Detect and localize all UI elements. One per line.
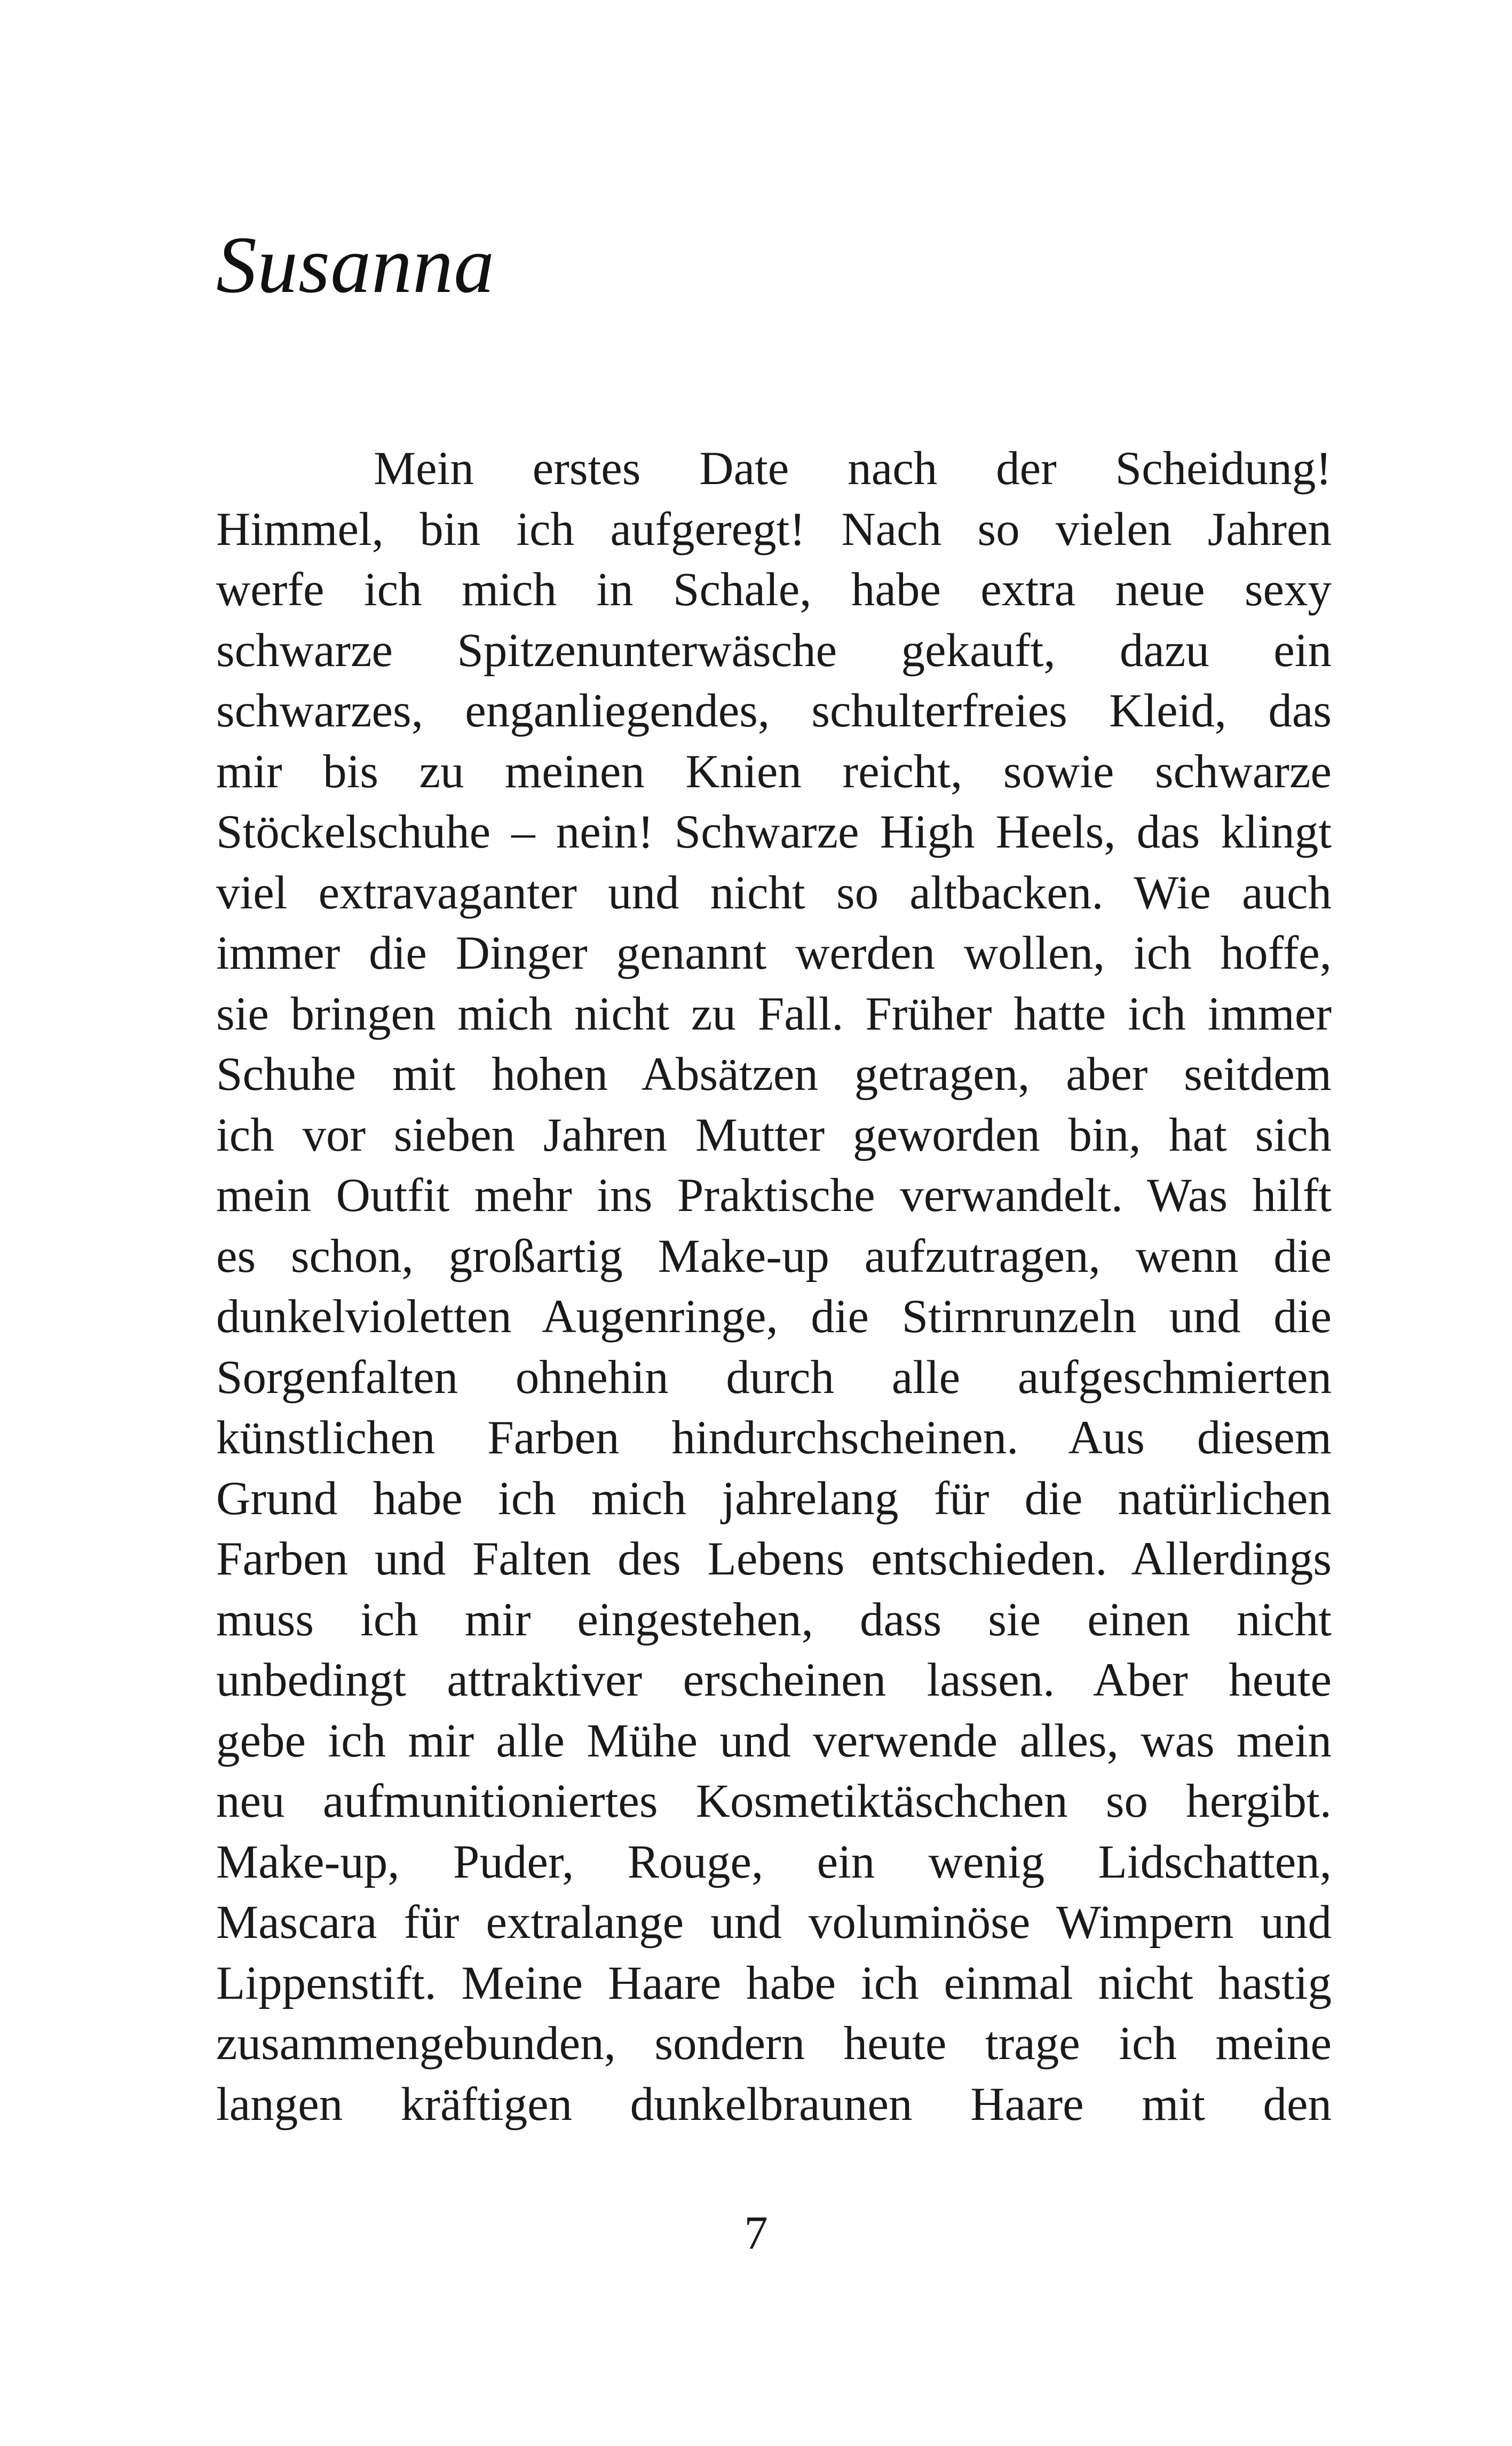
text-line: dunkelvioletten Augenringe, die Stirnrunzeln und die [216,1291,1332,1343]
text-line: langen kräftigen dunkelbraunen Haare mit den [216,2078,1332,2131]
chapter-title: Susanna [216,220,495,310]
text-line: schwarze Spitzenunterwäsche gekauft, dazu ein [216,624,1332,677]
text-line: künstlichen Farben hindurchscheinen. Aus diesem [216,1412,1332,1464]
text-line: gebe ich mir alle Mühe und verwende alles, was mein [216,1714,1332,1767]
text-line: es schon, großartig Make-up aufzutragen, wenn die [216,1230,1332,1283]
text-line: unbedingt attraktiver erscheinen lassen. Aber heute [216,1654,1332,1706]
text-line: Sorgenfalten ohnehin durch alle aufgeschmierten [216,1351,1332,1404]
body-paragraph [216,439,1332,2135]
text-line: Lippenstift. Meine Haare habe ich einmal nicht hastig [216,1957,1332,2009]
text-line: zusammengebunden, sondern heute trage ich meine [216,2017,1332,2070]
text-line: neu aufmunitioniertes Kosmetiktäschchen so hergibt. [216,1775,1332,1827]
text-line: Himmel, bin ich aufgeregt! Nach so vielen Jahren [216,503,1332,556]
text-line: Farben und Falten des Lebens entschieden. Allerdings [216,1533,1332,1585]
text-line: Stöckelschuhe – nein! Schwarze High Heels, das klingt [216,806,1332,858]
text-line: mir bis zu meinen Knien reicht, sowie schwarze [216,745,1332,798]
text-line: Schuhe mit hohen Absätzen getragen, aber seitdem [216,1048,1332,1101]
page-number: 7 [744,2207,768,2259]
text-line: immer die Dinger genannt werden wollen, ich hoffe, [216,927,1332,979]
text-line: muss ich mir eingestehen, dass sie einen nicht [216,1593,1332,1646]
text-line: schwarzes, enganliegendes, schulterfreies Kleid, das [216,685,1332,737]
text-line: mein Outfit mehr ins Praktische verwandelt. Was hilft [216,1169,1332,1222]
text-line: Make-up, Puder, Rouge, ein wenig Lidschatten, [216,1835,1332,1888]
text-line: Grund habe ich mich jahrelang für die natürlichen [216,1472,1332,1525]
text-line: ich vor sieben Jahren Mutter geworden bin, hat sich [216,1109,1332,1161]
text-line: sie bringen mich nicht zu Fall. Früher hatte ich immer [216,987,1332,1040]
text-line: Mascara für extralange und voluminöse Wimpern und [216,1896,1332,1949]
text-line: Mein erstes Date nach der Scheidung! [374,442,1332,495]
text-line: werfe ich mich in Schale, habe extra neue sexy [216,564,1332,616]
text-line: viel extravaganter und nicht so altbacken. Wie auch [216,866,1332,919]
